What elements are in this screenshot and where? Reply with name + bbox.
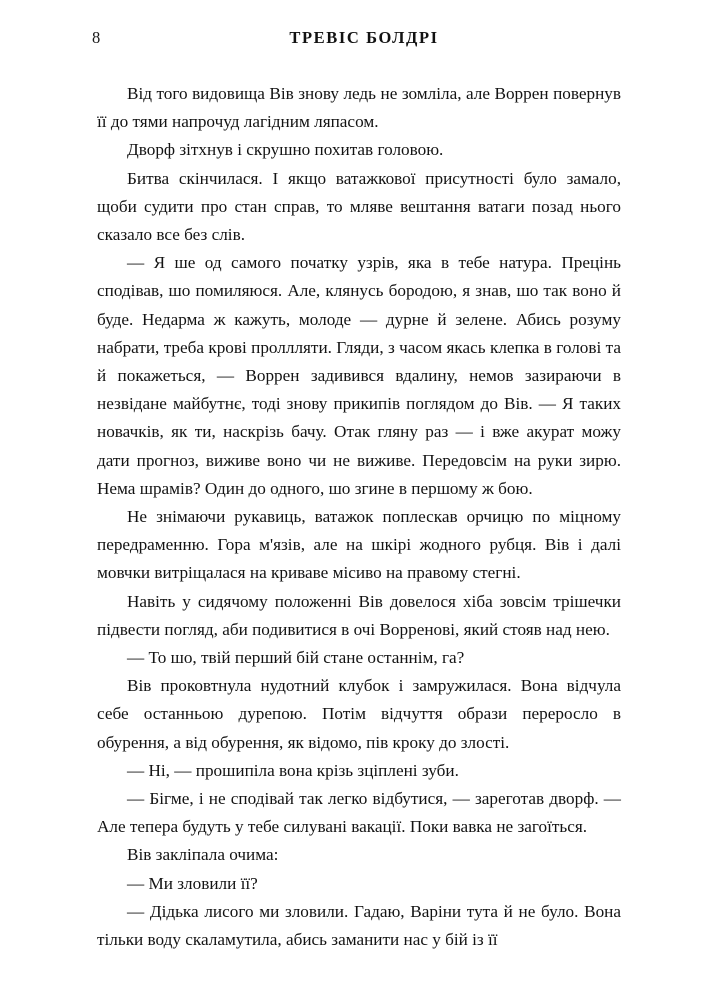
page-header bbox=[92, 28, 636, 54]
paragraph: — Бігме, і не сподівай так легко відбутися, — зареготав дворф. — Але тепера будуть у тебе силувані вакації. Поки вавка не загоїться. bbox=[97, 789, 621, 837]
paragraph: — Ми зловили її? bbox=[127, 873, 258, 893]
paragraph: Вів закліпала очима: bbox=[127, 845, 279, 865]
paragraph: Битва скінчилася. І якщо ватажкової присутності було замало, щоби судити про стан справ, то мляве вештання ватаги позад нього сказало все без слів. bbox=[97, 168, 621, 245]
paragraph: — Дідька лисого ми зловили. Гадаю, Варіни тута й не було. Вона тільки воду скаламутила, абись заманити нас у бій із її bbox=[97, 901, 621, 950]
paragraph: — То шо, твій перший бій стане останнім, га? bbox=[127, 648, 465, 668]
paragraph: Навіть у сидячому положенні Вів довелося хіба зовсім трішечки підвести погляд, аби подивитися в очі Ворренові, який стояв над нею. bbox=[97, 591, 621, 639]
paragraph: Від того видовища Вів знову ледь не зомліла, але Воррен повернув її до тями напрочуд лагідним ляпасом. bbox=[97, 84, 621, 132]
paragraph: — Я ше од самого початку узрів, яка в тебе натура. Прецінь сподівав, шо помиляюся. Але, клянусь бородою, я знав, шо так воно й буде. Недарма ж кажуть, молоде — дурне й зелене. Абись розуму набрати, треба крові проллляти. Гляди, з часом якась клепка в голові та й покажеться, — Воррен задивився вдалину, немов зазираючи в незвідане майбутнє, тоді знову прикипів поглядом до Вів. — Я таких новачків, як ти, наскрізь бачу. Отак гляну раз — і вже акурат можу дати прогноз, виживе воно чи не виживе. Передовсім на руки зирю. Нема шрамів? Один до одного, шо згине в першому ж бою. bbox=[97, 253, 621, 498]
running-title: ТРЕВІС БОЛДРІ bbox=[289, 28, 439, 47]
page-body bbox=[97, 80, 621, 954]
paragraph: Дворф зітхнув і скрушно похитав головою. bbox=[127, 140, 444, 160]
paragraph: Вів проковтнула нудотний клубок і замружилася. Вона відчула себе останньою дурепою. Потім відчуття образи переросло в обурення, а від обурення, як відомо, пів кроку до злості. bbox=[97, 676, 621, 752]
paragraph: Не знімаючи рукавиць, ватажок поплескав орчицю по міцному передраменню. Гора м'язів, але на шкірі жодного рубця. Вів і далі мовчки витріщалася на криваве місиво на правому стегні. bbox=[97, 507, 621, 583]
page-number: 8 bbox=[92, 28, 101, 47]
paragraph: — Ні, — прошипіла вона крізь зціплені зуби. bbox=[127, 760, 459, 780]
